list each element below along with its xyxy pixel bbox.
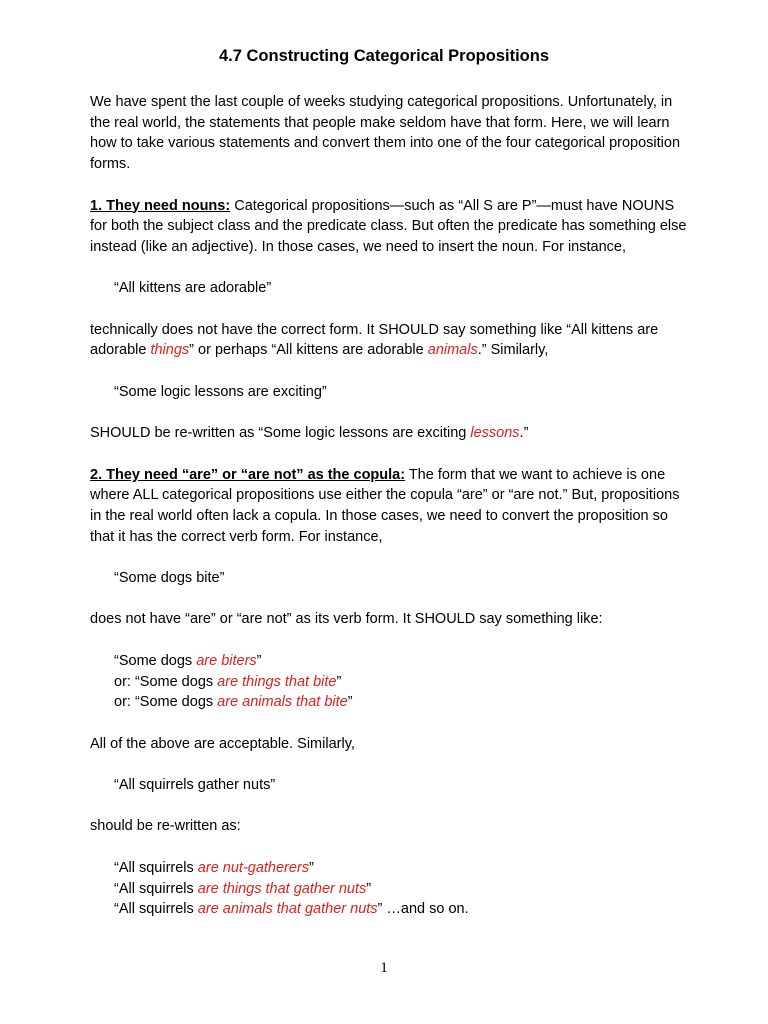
squirrels-rewrite-line xyxy=(114,858,690,879)
rewrite-phrase: are animals that gather nuts xyxy=(197,901,378,918)
section2-text: The form that we want to achieve is one where ALL categorical propositions use either the copula “are” or “are not.” But, propositions in the real world often lack a copula. In those cases, we need to convert the proposition so that it has the correct verb form. For instance, xyxy=(90,466,680,545)
dogs-example: “Some dogs bite” xyxy=(114,570,225,587)
logic-rewrite xyxy=(90,423,690,444)
text-run: ” …and so on. xyxy=(377,901,469,918)
rewrite-phrase: are things that gather nuts xyxy=(197,880,367,897)
inserted-noun-things: things xyxy=(150,342,190,359)
text-run: “All squirrels xyxy=(114,859,198,876)
dogs-rewrite-line xyxy=(114,692,690,713)
text-run: ” xyxy=(309,859,314,876)
rewrite-phrase: are animals that bite xyxy=(217,694,348,711)
text-run: technically does not have the correct form. It SHOULD say something like “All kittens are adorable xyxy=(90,321,659,359)
intro-paragraph: We have spent the last couple of weeks studying categorical propositions. Unfortunately, in the real world, the statements that people make seldom have that form. Here, we will learn how to take various statements and convert them into one of the four categorical proposition forms. xyxy=(90,94,681,173)
rewrite-phrase: are biters xyxy=(196,652,257,669)
text-run: ” or perhaps “All kittens are adorable xyxy=(189,342,428,359)
section1-paragraph xyxy=(90,196,690,258)
squirrels-rewrite-line xyxy=(114,899,690,920)
text-run: “All squirrels xyxy=(114,901,198,918)
kittens-example: “All kittens are adorable” xyxy=(114,280,272,297)
dogs-rewrite-line xyxy=(114,672,690,693)
squirrels-explanation: should be re-written as: xyxy=(90,818,241,835)
section2-paragraph xyxy=(90,465,690,548)
inserted-noun-lessons: lessons xyxy=(470,425,520,442)
dogs-rewrite-line xyxy=(114,651,690,672)
document-body xyxy=(90,92,690,920)
section2-heading: 2. They need “are” or “are not” as the copula: xyxy=(90,466,406,483)
text-run: “Some dogs xyxy=(114,652,197,669)
text-run: .” xyxy=(519,425,529,442)
section1-text: Categorical propositions—such as “All S are P”—must have NOUNS for both the subject class and the predicate class. But often the predicate has something else instead (like an adjective). In those cases, we need to insert the noun. For instance, xyxy=(90,197,687,255)
inserted-noun-animals: animals xyxy=(427,342,478,359)
logic-example: “Some logic lessons are exciting” xyxy=(114,383,327,400)
text-run: or: “Some dogs xyxy=(114,673,218,690)
text-run: ” xyxy=(336,673,342,690)
dogs-explanation: does not have “are” or “are not” as its verb form. It SHOULD say something like: xyxy=(90,611,603,628)
squirrels-example: “All squirrels gather nuts” xyxy=(114,777,276,794)
text-run: “All squirrels xyxy=(114,880,198,897)
acceptable-paragraph: All of the above are acceptable. Similarly, xyxy=(90,735,355,752)
text-run: or: “Some dogs xyxy=(114,694,218,711)
rewrite-phrase: are nut-gatherers xyxy=(197,859,310,876)
text-run: ” xyxy=(256,652,262,669)
section1-heading: 1. They need nouns: xyxy=(90,197,231,214)
squirrels-rewrite-line xyxy=(114,879,690,900)
text-run: .” Similarly, xyxy=(477,342,549,359)
text-run: SHOULD be re-written as “Some logic lessons are exciting xyxy=(90,425,471,442)
kittens-explanation xyxy=(90,320,690,361)
page-number: 1 xyxy=(380,960,388,976)
text-run: ” xyxy=(366,880,372,897)
rewrite-phrase: are things that bite xyxy=(217,673,337,690)
text-run: ” xyxy=(347,694,353,711)
page-title: 4.7 Constructing Categorical Propositions xyxy=(218,47,550,65)
